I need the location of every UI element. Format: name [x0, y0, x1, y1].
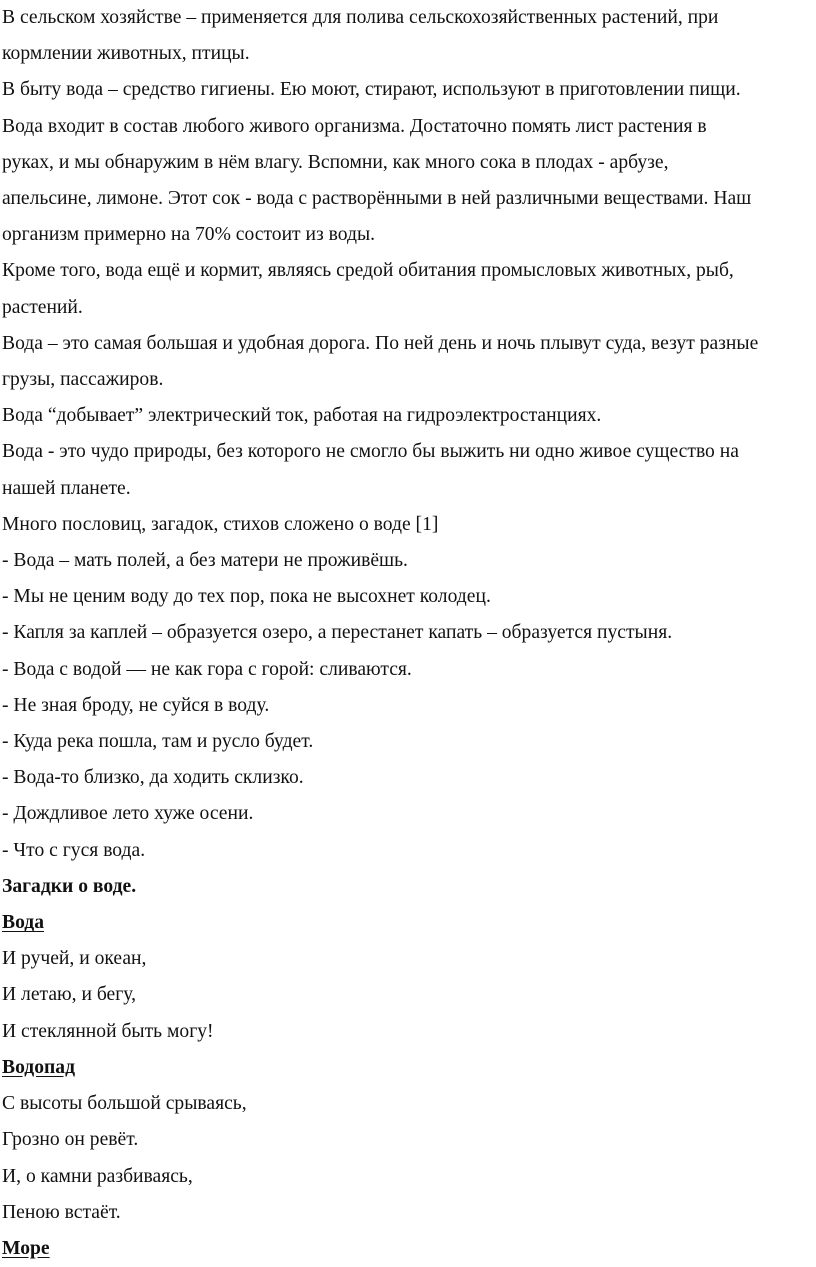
text-line: Вода - это чудо природы, без которого не смогло бы выжить ни одно живое существо на [2, 441, 739, 463]
proverb-item: - Вода-то близко, да ходить склизко. [2, 767, 304, 789]
text-line: нашей планете. [2, 477, 131, 499]
proverb-item: - Не зная броду, не суйся в воду. [2, 694, 270, 716]
riddle-line: И стеклянной быть могу! [2, 1020, 214, 1042]
text-line: грузы, пассажиров. [2, 369, 164, 391]
riddle-line: С высоты большой срываясь, [2, 1093, 247, 1115]
text-line: В быту вода – средство гигиены. Ею моют, стирают, используют в приготовлении пищи. [2, 79, 741, 101]
proverb-item: - Что с гуся вода. [2, 839, 146, 861]
text-line: руках, и мы обнаружим в нём влагу. Вспомни, как много сока в плодах - арбузе, [2, 151, 669, 173]
proverb-item: - Вода с водой — не как гора с горой: сливаются. [2, 658, 412, 680]
riddle-title-sea: Море [2, 1237, 50, 1259]
text-line: Много пословиц, загадок, стихов сложено о воде [1] [2, 513, 439, 535]
text-line: организм примерно на 70% состоит из воды. [2, 224, 376, 246]
riddle-line: И, о камни разбиваясь, [2, 1165, 193, 1187]
riddle-line: Грозно он ревёт. [2, 1129, 139, 1151]
proverb-item: - Куда река пошла, там и русло будет. [2, 731, 314, 753]
proverb-item: - Мы не ценим воду до тех пор, пока не высохнет колодец. [2, 586, 491, 608]
riddle-line: И ручей, и океан, [2, 948, 147, 970]
text-line: В сельском хозяйстве – применяется для полива сельскохозяйственных растений, при [2, 7, 719, 28]
text-line: растений. [2, 296, 83, 318]
proverb-item: - Дождливое лето хуже осени. [2, 803, 254, 825]
riddle-title-waterfall: Водопад [2, 1056, 76, 1078]
text-line: кормлении животных, птицы. [2, 43, 250, 65]
text-line: Вода “добывает” электрический ток, работая на гидроэлектростанциях. [2, 405, 602, 427]
riddle-line: Пеною встаёт. [2, 1201, 121, 1223]
riddles-heading: Загадки о воде. [2, 875, 137, 897]
proverb-item: - Вода – мать полей, а без матери не проживёшь. [2, 550, 408, 572]
text-line: Вода – это самая большая и удобная дорога. По ней день и ночь плывут суда, везут разные [2, 332, 759, 354]
text-line: апельсине, лимоне. Этот сок - вода с растворёнными в ней различными веществами. Наш [2, 188, 752, 210]
text-line: Вода входит в состав любого живого организма. Достаточно помять лист растения в [2, 115, 707, 137]
proverb-item: - Капля за каплей – образуется озеро, а перестанет капать – образуется пустыня. [2, 622, 673, 644]
riddle-line: И летаю, и бегу, [2, 984, 137, 1006]
text-line: Кроме того, вода ещё и кормит, являясь средой обитания промысловых животных, рыб, [2, 260, 734, 282]
riddle-title-water: Вода [2, 912, 45, 934]
